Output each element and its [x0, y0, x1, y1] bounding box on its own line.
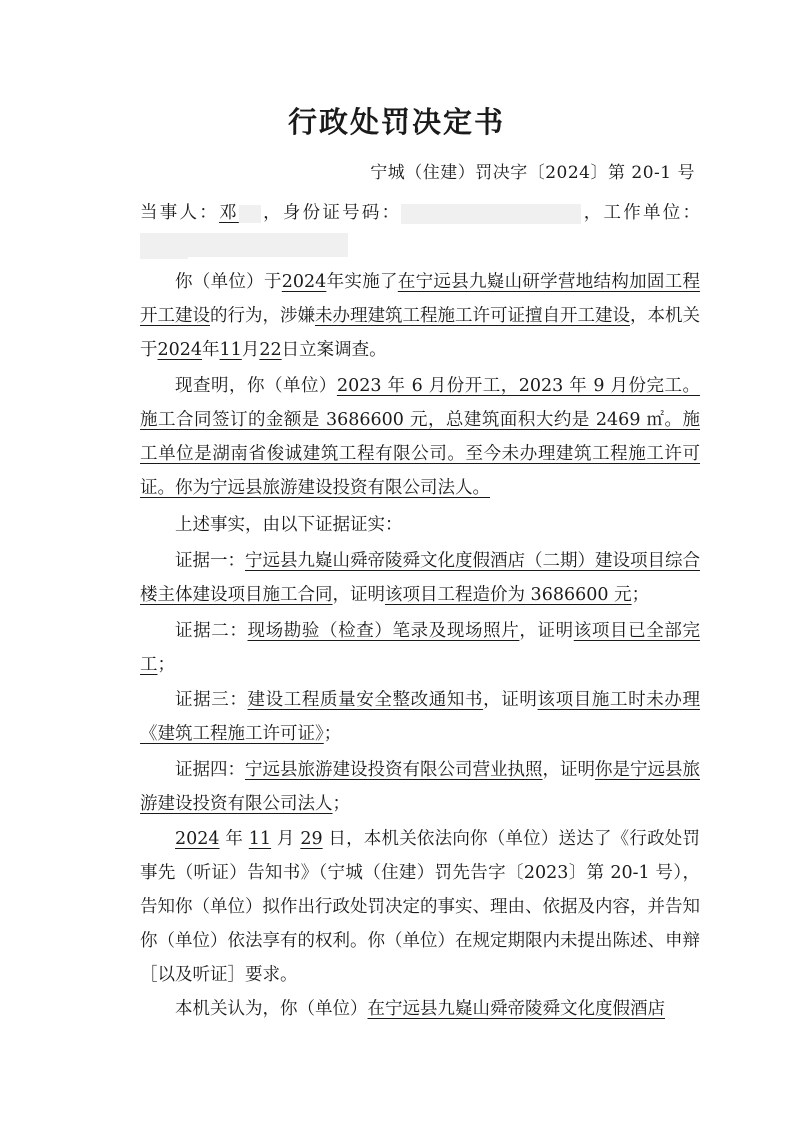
paragraph-notice: 2024 年 11 月 29 日，本机关依法向你（单位）送达了《行政处罚事先（听证）告知书》（宁城（住建）罚先告字〔2023〕第 20-1 号），告知你（单位）拟作出行政处罚决定的事实、理由、依据及内容，并告知你（单位）依法享有的权利。你（单位）在规定期限内未提出陈述、申辩［以及听证］要求。 [140, 829, 700, 985]
evidence-item-1: 证据一：宁远县九嶷山舜帝陵舜文化度假酒店（二期）建设项目综合楼主体建设项目施工合同，证明该项目工程造价为 3686600 元； [140, 551, 700, 605]
document-title: 行政处罚决定书 [287, 105, 505, 139]
paragraph-case-filing: 你（单位）于2024年实施了在宁远县九嶷山研学营地结构加固工程开工建设的行为，涉嫌未办理建筑工程施工许可证擅自开工建设，本机关于2024年11月22日立案调查。 [140, 272, 701, 360]
evidence-item-4: 证据四：宁远县旅游建设投资有限公司营业执照，证明你是宁远县旅游建设投资有限公司法人； [140, 760, 700, 814]
party-label: 当事人： [140, 203, 220, 223]
party-name: 邓 [219, 203, 239, 223]
work-label: ，工作单位： [581, 203, 701, 223]
evidence-item-3: 证据三：建设工程质量安全整改通知书，证明该项目施工时未办理《建筑工程施工许可证》； [140, 690, 700, 744]
redaction-block [401, 204, 581, 224]
redaction-block [239, 205, 261, 223]
redaction-block [140, 233, 348, 257]
evidence-item-2: 证据二：现场勘验（检查）笔录及现场照片，证明该项目已全部完工； [140, 621, 700, 675]
paragraph-findings: 现查明，你（单位）2023 年 6 月份开工，2023 年 9 月份完工。施工合同签订的金额是 3686600 元，总建筑面积大约是 2469 ㎡。施工单位是湖南省俊诚建筑工程有限公司。至今未办理建筑工程施工许可证。你为宁远县旅游建设投资有限公司法人。 [140, 376, 701, 498]
document-number: 宁城（住建）罚决字〔2024〕第 20-1 号 [370, 163, 695, 183]
paragraph-evidence-intro: 上述事实，由以下证据证实： [175, 515, 403, 535]
paragraph-conclusion: 本机关认为，你（单位）在宁远县九嶷山舜帝陵舜文化度假酒店 [175, 999, 665, 1019]
id-label: ，身份证号码： [260, 203, 402, 223]
